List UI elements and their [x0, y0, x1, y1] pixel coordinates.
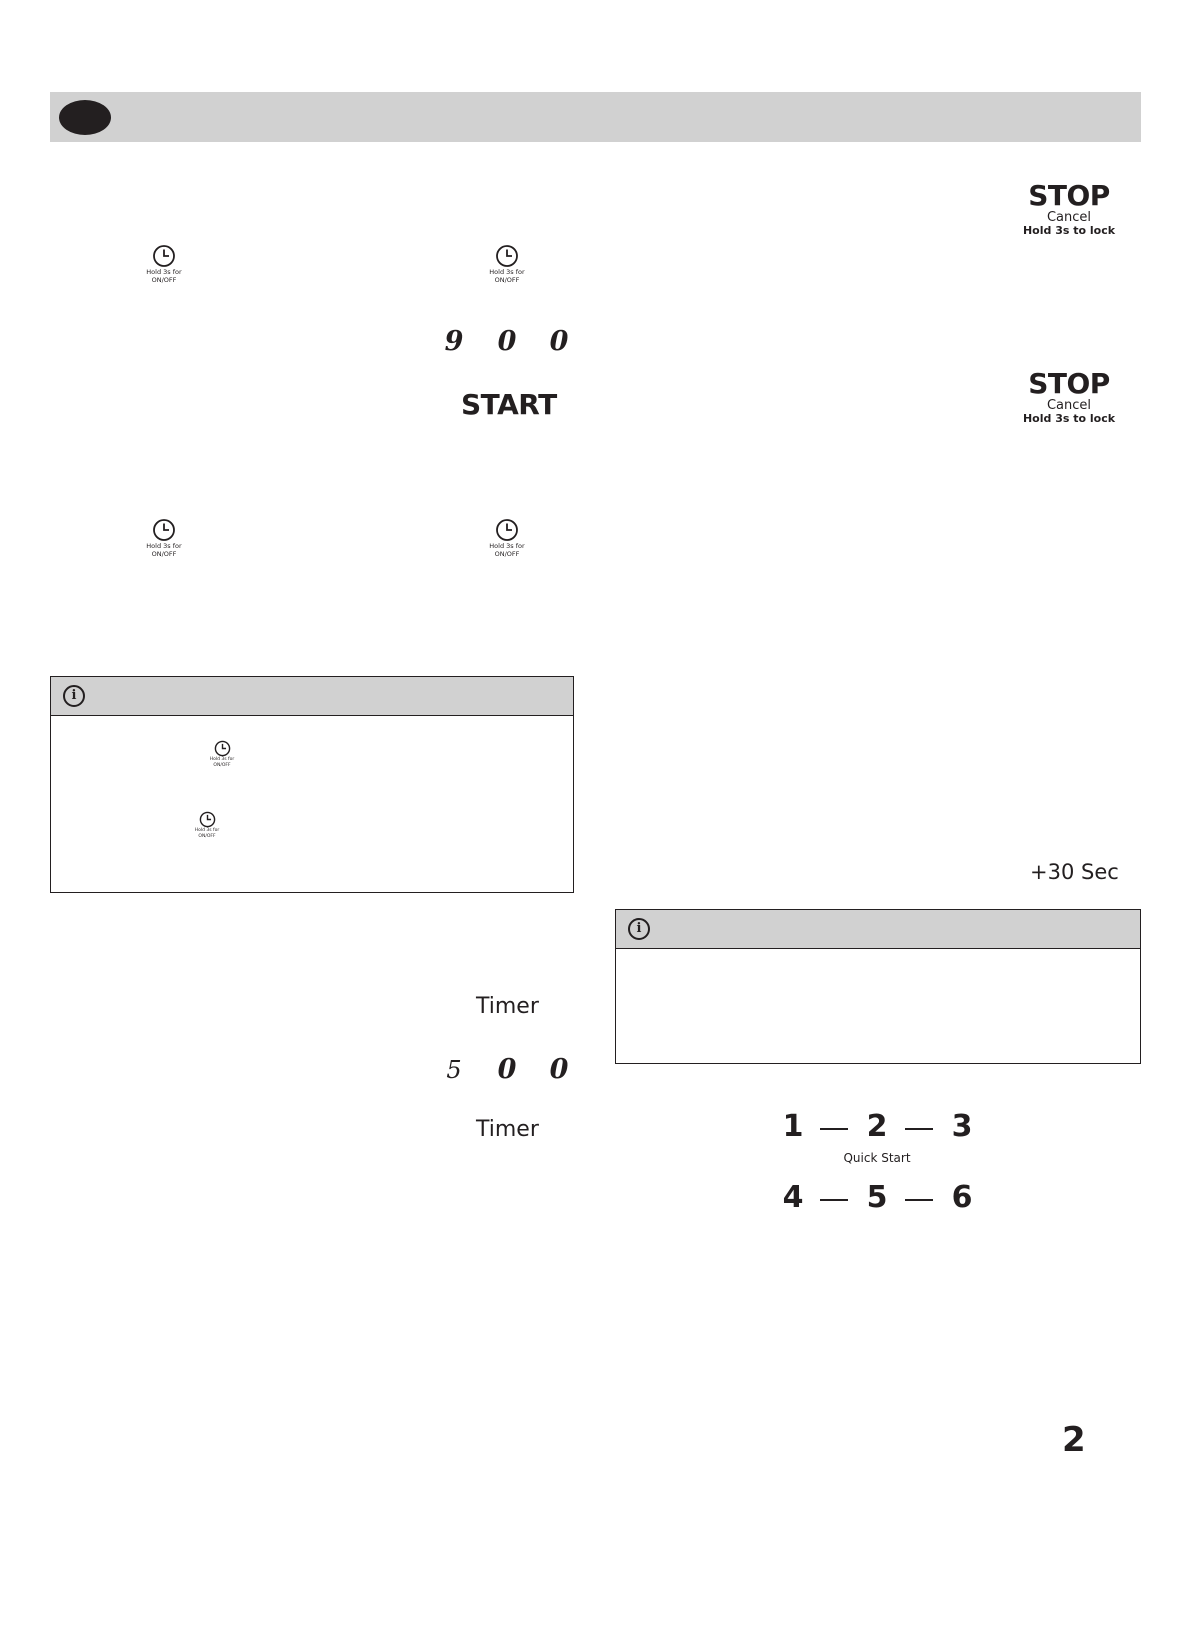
stop-key-lock: Hold 3s to lock	[1022, 412, 1116, 425]
quick-start-caption: Quick Start	[843, 1151, 911, 1165]
info-box-header	[616, 910, 1140, 949]
display-digit: 5	[446, 1056, 462, 1084]
clock-key-caption-2: ON/OFF	[213, 763, 231, 768]
clock-key-caption-2: ON/OFF	[494, 276, 520, 284]
clock-key-caption-2: ON/OFF	[151, 550, 177, 558]
stop-key-cancel: Cancel	[1046, 210, 1092, 225]
keypad-dash	[905, 1199, 933, 1201]
clock-key-caption-1: Hold 3s for	[194, 828, 220, 833]
keypad-dash	[820, 1128, 848, 1130]
display-digit: 0	[497, 1054, 517, 1085]
clock-key	[177, 811, 237, 840]
clock-key	[134, 518, 194, 558]
info-box	[50, 676, 574, 893]
stop-key	[1009, 181, 1129, 237]
clock-icon	[199, 811, 216, 828]
keypad-digit: 2	[866, 1109, 888, 1144]
keypad-digit: 3	[951, 1109, 973, 1144]
keypad-digit: 6	[951, 1180, 973, 1215]
clock-key-caption-1: Hold 3s for	[489, 268, 525, 276]
timer-key: Timer	[476, 1117, 539, 1142]
stop-key	[1009, 369, 1129, 425]
keypad-digit: 1	[782, 1109, 804, 1144]
display-digit: 0	[549, 326, 569, 357]
display-digit: 0	[549, 1054, 569, 1085]
info-box-header	[51, 677, 573, 716]
clock-key-caption-2: ON/OFF	[151, 276, 177, 284]
keypad-digit: 4	[782, 1180, 804, 1215]
info-icon: i	[628, 918, 650, 940]
start-key: START	[461, 388, 557, 421]
clock-key-caption-1: Hold 3s for	[209, 757, 235, 762]
info-box	[615, 909, 1141, 1064]
clock-key	[477, 244, 537, 284]
clock-icon	[214, 740, 231, 757]
clock-icon	[152, 244, 176, 268]
clock-key-caption-2: ON/OFF	[494, 550, 520, 558]
clock-icon	[495, 244, 519, 268]
display-digit: 9	[444, 326, 464, 357]
keypad-dash	[905, 1128, 933, 1130]
page-number: 2	[1062, 1420, 1086, 1460]
display-digit: 0	[497, 326, 517, 357]
clock-key-caption-1: Hold 3s for	[146, 268, 182, 276]
stop-key-label: STOP	[1028, 179, 1110, 212]
keypad-digit: 5	[866, 1180, 888, 1215]
keypad-dash	[820, 1199, 848, 1201]
info-icon: i	[63, 685, 85, 707]
clock-key-caption-1: Hold 3s for	[146, 542, 182, 550]
clock-icon	[152, 518, 176, 542]
clock-key-caption-2: ON/OFF	[198, 834, 216, 839]
section-number-badge	[59, 100, 111, 135]
timer-key: Timer	[476, 994, 539, 1019]
clock-key	[477, 518, 537, 558]
stop-key-cancel: Cancel	[1046, 398, 1092, 413]
stop-key-lock: Hold 3s to lock	[1022, 224, 1116, 237]
plus30-sec-key: +30 Sec	[1030, 860, 1119, 884]
stop-key-label: STOP	[1028, 367, 1110, 400]
clock-key	[192, 740, 252, 769]
clock-icon	[495, 518, 519, 542]
clock-key-caption-1: Hold 3s for	[489, 542, 525, 550]
clock-key	[134, 244, 194, 284]
section-header-bar	[50, 92, 1141, 142]
